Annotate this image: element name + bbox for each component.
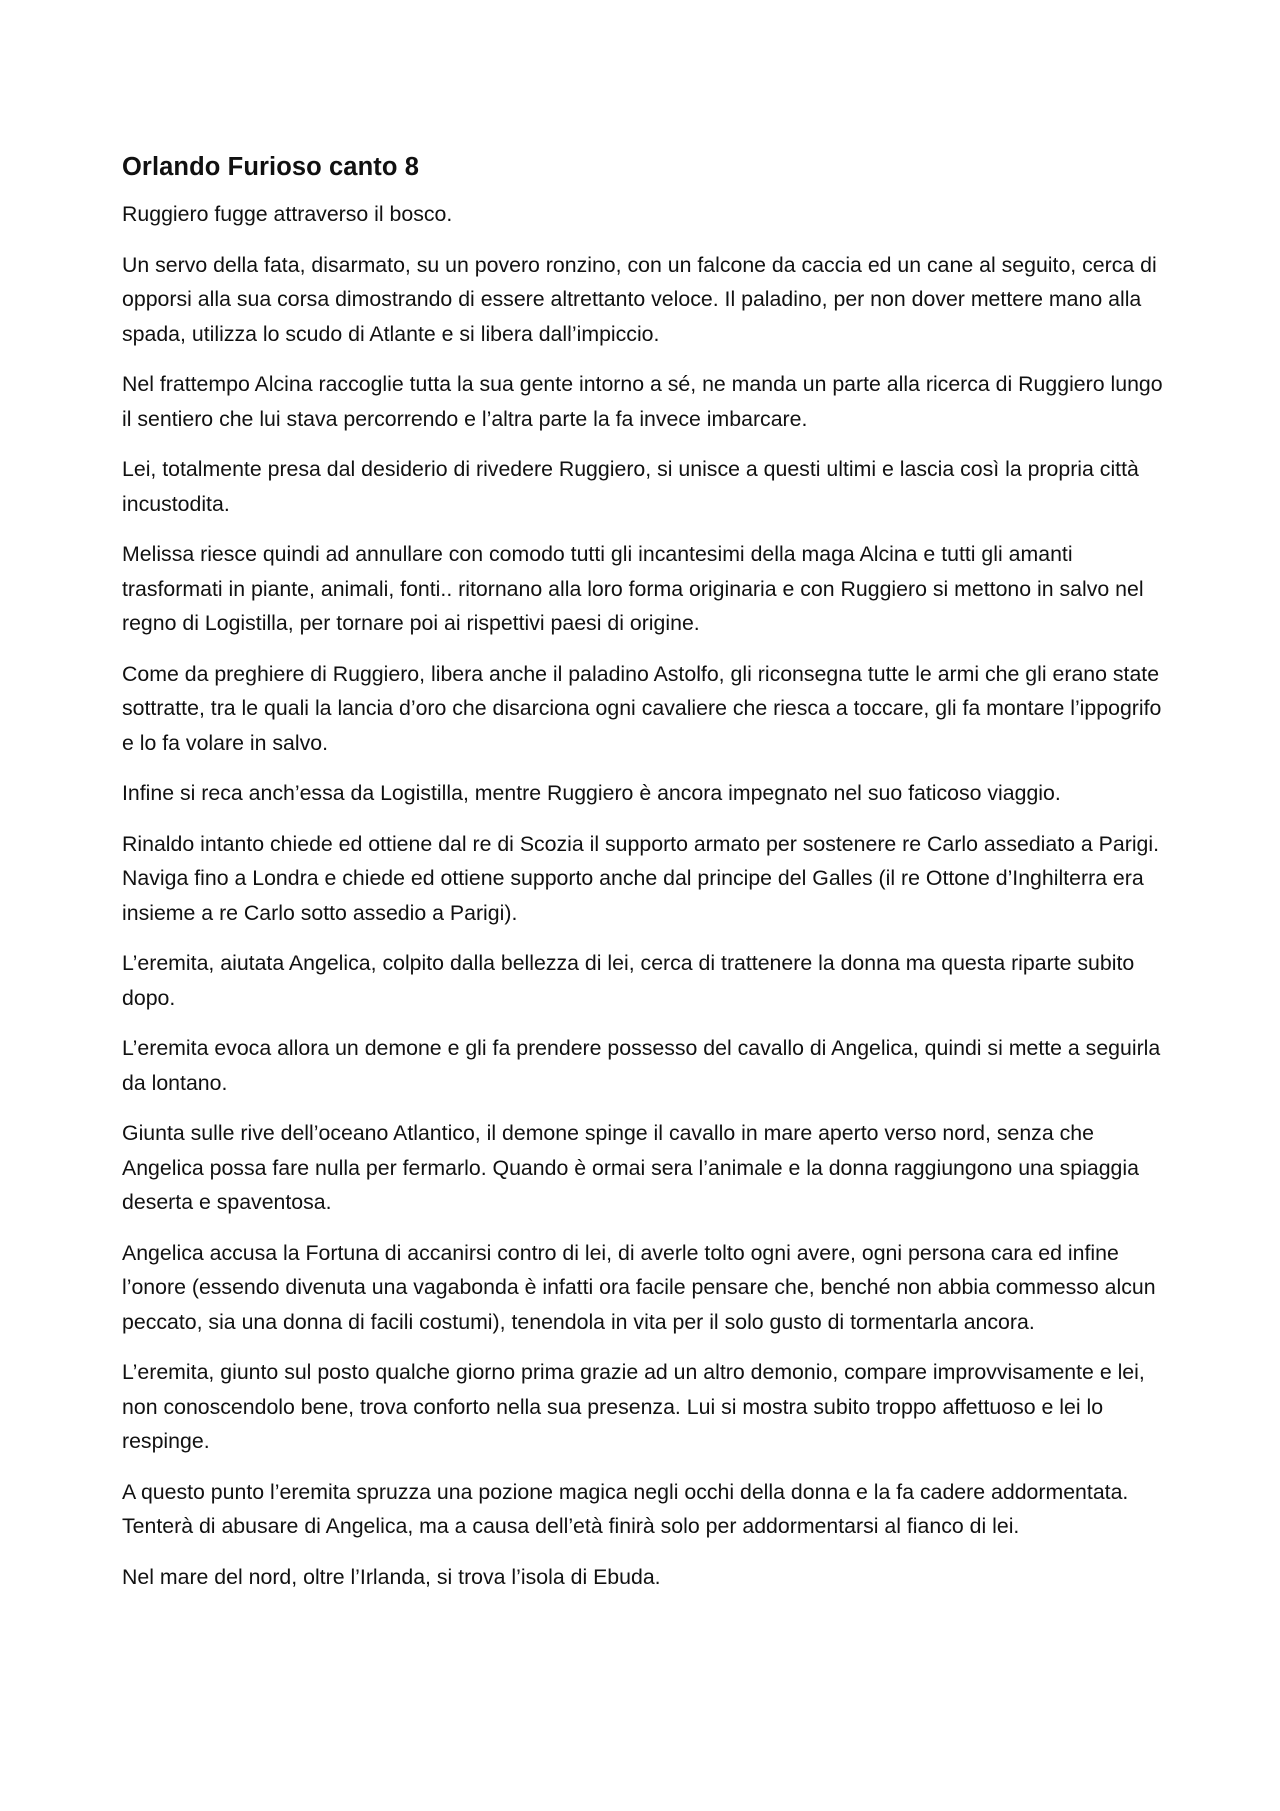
paragraph: Giunta sulle rive dell’oceano Atlantico, il demone spinge il cavallo in mare aperto verso nord, senza che Angelica possa fare nulla per fermarlo. Quando è ormai sera l’animale e la donna raggiungono una spiaggia deserta e spaventosa. — [122, 1121, 1139, 1214]
paragraph: Come da preghiere di Ruggiero, libera anche il paladino Astolfo, gli riconsegna tutte le armi che gli erano state sottratte, tra le quali la lancia d’oro che disarciona ogni cavaliere che riesca a toccare, gli fa montare l’ippogrifo e lo fa volare in salvo. — [122, 661, 1162, 755]
paragraph: Rinaldo intanto chiede ed ottiene dal re di Scozia il supporto armato per sostenere re Carlo assediato a Parigi. Naviga fino a Londra e chiede ed ottiene supporto anche dal principe del Galles (il re Ottone d’Inghilterra era insieme a re Carlo sotto assedio a Parigi). — [122, 831, 1160, 925]
document-body — [122, 150, 1170, 1610]
paragraph: Infine si reca anch’essa da Logistilla, mentre Ruggiero è ancora impegnato nel suo faticoso viaggio. — [122, 781, 1061, 805]
paragraph: L’eremita, giunto sul posto qualche giorno prima grazie ad un altro demonio, compare improvvisamente e lei, non conoscendolo bene, trova conforto nella sua presenza. Lui si mostra subito troppo affettuoso e lei lo respinge. — [122, 1360, 1145, 1453]
document-title: Orlando Furioso canto 8 — [122, 153, 419, 181]
paragraph: Lei, totalmente presa dal desiderio di rivedere Ruggiero, si unisce a questi ultimi e lascia così la propria città incustodita. — [122, 457, 1139, 516]
paragraph: L’eremita evoca allora un demone e gli fa prendere possesso del cavallo di Angelica, quindi si mette a seguirla da lontano. — [122, 1036, 1161, 1095]
paragraph: Nel frattempo Alcina raccoglie tutta la sua gente intorno a sé, ne manda un parte alla ricerca di Ruggiero lungo il sentiero che lui stava percorrendo e l’altra parte la fa invece imbarcare. — [122, 372, 1163, 431]
paragraph: A questo punto l’eremita spruzza una pozione magica negli occhi della donna e la fa cadere addormentata. Tenterà di abusare di Angelica, ma a causa dell’età finirà solo per addormentarsi al fianco di lei. — [122, 1479, 1129, 1538]
paragraph: Un servo della fata, disarmato, su un povero ronzino, con un falcone da caccia ed un cane al seguito, cerca di opporsi alla sua corsa dimostrando di essere altrettanto veloce. Il paladino, per non dover mettere mano alla spada, utilizza lo scudo di Atlante e si libera dall’impiccio. — [122, 252, 1157, 346]
paragraph: Nel mare del nord, oltre l’Irlanda, si trova l’isola di Ebuda. — [122, 1564, 661, 1589]
paragraph: L’eremita, aiutata Angelica, colpito dalla bellezza di lei, cerca di trattenere la donna ma questa riparte subito dopo. — [122, 951, 1135, 1010]
paragraph: Angelica accusa la Fortuna di accanirsi contro di lei, di averle tolto ogni avere, ogni persona cara ed infine l’onore (essendo divenuta una vagabonda è infatti ora facile pensare che, benché non abbia commesso alcun peccato, sia una donna di facili costumi), tenendola in vita per il solo gusto di tormentarla ancora. — [122, 1240, 1156, 1334]
paragraph: Melissa riesce quindi ad annullare con comodo tutti gli incantesimi della maga Alcina e tutti gli amanti trasformati in piante, animali, fonti.. ritornano alla loro forma originaria e con Ruggiero si mettono in salvo nel regno di Logistilla, per tornare poi ai rispettivi paesi di origine. — [122, 542, 1144, 635]
paragraph: Ruggiero fugge attraverso il bosco. — [122, 202, 453, 226]
